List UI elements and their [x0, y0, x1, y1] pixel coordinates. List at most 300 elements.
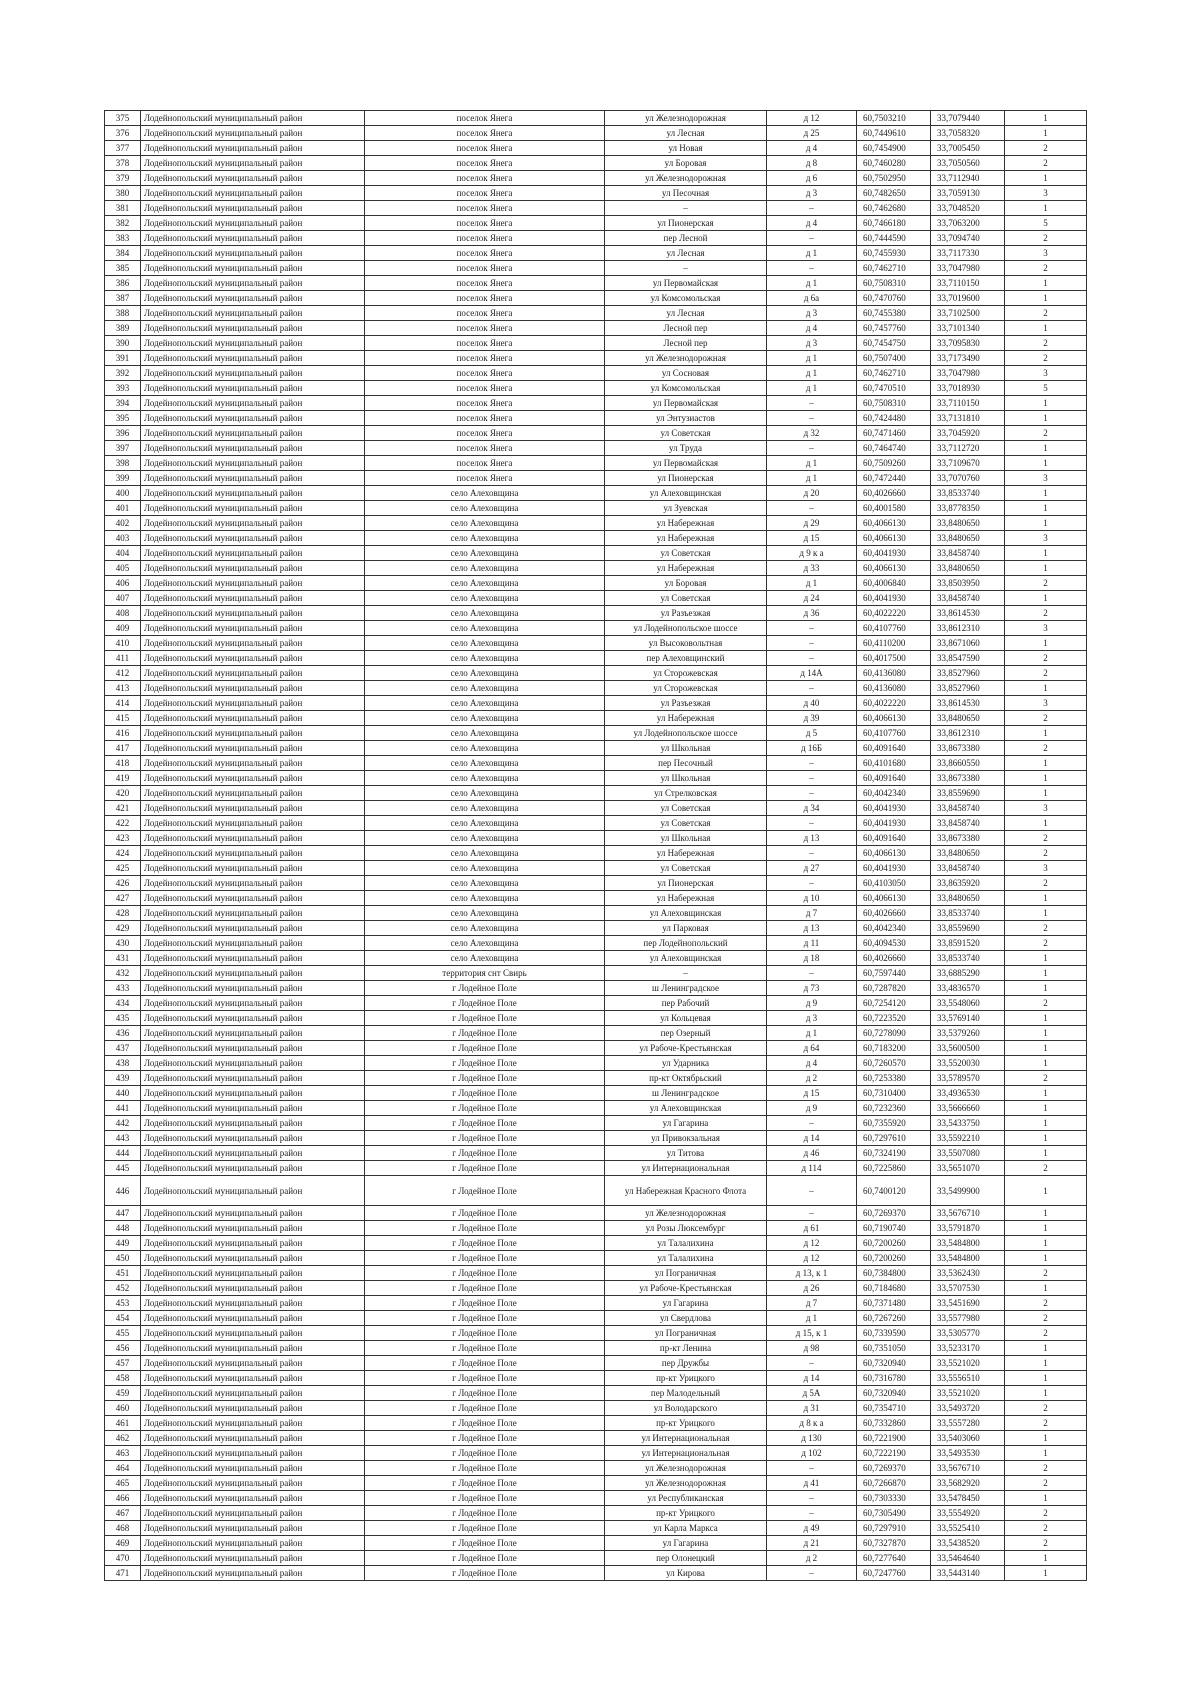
row-number: 409 — [105, 621, 141, 636]
house-cell: д 15 — [767, 531, 857, 546]
district-cell: Лодейнопольский муниципальный район — [141, 651, 365, 666]
district-cell: Лодейнопольский муниципальный район — [141, 426, 365, 441]
district-cell: Лодейнопольский муниципальный район — [141, 321, 365, 336]
count-cell: 2 — [1005, 831, 1087, 846]
row-number: 462 — [105, 1431, 141, 1446]
settlement-cell: село Алеховщина — [365, 771, 605, 786]
house-cell: д 18 — [767, 951, 857, 966]
count-cell: 2 — [1005, 141, 1087, 156]
row-number: 393 — [105, 381, 141, 396]
table-row — [105, 1431, 1087, 1446]
table-row — [105, 816, 1087, 831]
settlement-cell: г Лодейное Поле — [365, 1446, 605, 1461]
longitude-cell: 33,7109670 — [931, 456, 1005, 471]
count-cell: 1 — [1005, 906, 1087, 921]
count-cell: 2 — [1005, 1296, 1087, 1311]
settlement-cell: поселок Янега — [365, 441, 605, 456]
count-cell: 1 — [1005, 516, 1087, 531]
street-cell: пер Песочный — [605, 756, 767, 771]
settlement-cell: поселок Янега — [365, 471, 605, 486]
district-cell: Лодейнопольский муниципальный район — [141, 831, 365, 846]
count-cell: 1 — [1005, 396, 1087, 411]
row-number: 447 — [105, 1206, 141, 1221]
settlement-cell: село Алеховщина — [365, 606, 605, 621]
count-cell: 2 — [1005, 231, 1087, 246]
district-cell: Лодейнопольский муниципальный район — [141, 216, 365, 231]
longitude-cell: 33,8612310 — [931, 726, 1005, 741]
house-cell: д 46 — [767, 1146, 857, 1161]
longitude-cell: 33,8458740 — [931, 816, 1005, 831]
row-number: 459 — [105, 1386, 141, 1401]
latitude-cell: 60,7269370 — [857, 1461, 931, 1476]
house-cell: – — [767, 846, 857, 861]
row-number: 416 — [105, 726, 141, 741]
district-cell: Лодейнопольский муниципальный район — [141, 111, 365, 126]
count-cell: 1 — [1005, 771, 1087, 786]
count-cell: 1 — [1005, 726, 1087, 741]
table-row — [105, 366, 1087, 381]
latitude-cell: 60,7184680 — [857, 1281, 931, 1296]
street-cell: ул Набережная — [605, 531, 767, 546]
latitude-cell: 60,7455930 — [857, 246, 931, 261]
settlement-cell: г Лодейное Поле — [365, 1176, 605, 1206]
table-row — [105, 1341, 1087, 1356]
house-cell: д 2 — [767, 1071, 857, 1086]
house-cell: – — [767, 1506, 857, 1521]
longitude-cell: 33,5676710 — [931, 1206, 1005, 1221]
longitude-cell: 33,8660550 — [931, 756, 1005, 771]
house-cell: д 3 — [767, 186, 857, 201]
district-cell: Лодейнопольский муниципальный район — [141, 471, 365, 486]
house-cell: д 1 — [767, 246, 857, 261]
district-cell: Лодейнопольский муниципальный район — [141, 1446, 365, 1461]
longitude-cell: 33,7173490 — [931, 351, 1005, 366]
settlement-cell: г Лодейное Поле — [365, 1536, 605, 1551]
count-cell: 2 — [1005, 1521, 1087, 1536]
latitude-cell: 60,4041930 — [857, 801, 931, 816]
table-row — [105, 531, 1087, 546]
street-cell: ул Набережная — [605, 561, 767, 576]
longitude-cell: 33,5557280 — [931, 1416, 1005, 1431]
street-cell: ул Титова — [605, 1146, 767, 1161]
latitude-cell: 60,4136080 — [857, 681, 931, 696]
district-cell: Лодейнопольский муниципальный район — [141, 801, 365, 816]
street-cell: ул Железнодорожная — [605, 1476, 767, 1491]
latitude-cell: 60,4136080 — [857, 666, 931, 681]
longitude-cell: 33,8527960 — [931, 666, 1005, 681]
settlement-cell: г Лодейное Поле — [365, 981, 605, 996]
district-cell: Лодейнопольский муниципальный район — [141, 306, 365, 321]
count-cell: 1 — [1005, 1566, 1087, 1581]
street-cell: ул Новая — [605, 141, 767, 156]
settlement-cell: г Лодейное Поле — [365, 1131, 605, 1146]
longitude-cell: 33,5493720 — [931, 1401, 1005, 1416]
street-cell: ул Набережная — [605, 891, 767, 906]
count-cell: 1 — [1005, 501, 1087, 516]
table-row — [105, 261, 1087, 276]
latitude-cell: 60,7502950 — [857, 171, 931, 186]
house-cell: д 41 — [767, 1476, 857, 1491]
latitude-cell: 60,7424480 — [857, 411, 931, 426]
settlement-cell: г Лодейное Поле — [365, 1296, 605, 1311]
house-cell: д 12 — [767, 1251, 857, 1266]
house-cell: д 4 — [767, 321, 857, 336]
count-cell: 1 — [1005, 786, 1087, 801]
longitude-cell: 33,7094740 — [931, 231, 1005, 246]
street-cell: ул Рабоче-Крестьянская — [605, 1281, 767, 1296]
row-number: 445 — [105, 1161, 141, 1176]
district-cell: Лодейнопольский муниципальный район — [141, 1206, 365, 1221]
table-row — [105, 1281, 1087, 1296]
count-cell: 2 — [1005, 1506, 1087, 1521]
house-cell: д 13, к 1 — [767, 1266, 857, 1281]
longitude-cell: 33,5600500 — [931, 1041, 1005, 1056]
count-cell: 2 — [1005, 711, 1087, 726]
district-cell: Лодейнопольский муниципальный район — [141, 396, 365, 411]
row-number: 418 — [105, 756, 141, 771]
district-cell: Лодейнопольский муниципальный район — [141, 741, 365, 756]
longitude-cell: 33,6885290 — [931, 966, 1005, 981]
settlement-cell: село Алеховщина — [365, 546, 605, 561]
table-row — [105, 696, 1087, 711]
street-cell: ул Пограничная — [605, 1326, 767, 1341]
street-cell: пер Лесной — [605, 231, 767, 246]
street-cell: ул Железнодорожная — [605, 1206, 767, 1221]
count-cell: 1 — [1005, 681, 1087, 696]
count-cell: 2 — [1005, 846, 1087, 861]
street-cell: ул Советская — [605, 861, 767, 876]
latitude-cell: 60,4026660 — [857, 486, 931, 501]
count-cell: 1 — [1005, 951, 1087, 966]
row-number: 442 — [105, 1116, 141, 1131]
count-cell: 1 — [1005, 1101, 1087, 1116]
row-number: 400 — [105, 486, 141, 501]
latitude-cell: 60,7254120 — [857, 996, 931, 1011]
row-number: 427 — [105, 891, 141, 906]
table-row — [105, 1176, 1087, 1206]
district-cell: Лодейнопольский муниципальный район — [141, 201, 365, 216]
row-number: 454 — [105, 1311, 141, 1326]
longitude-cell: 33,8673380 — [931, 831, 1005, 846]
count-cell: 2 — [1005, 1311, 1087, 1326]
longitude-cell: 33,5379260 — [931, 1026, 1005, 1041]
latitude-cell: 60,7503210 — [857, 111, 931, 126]
table-row — [105, 1371, 1087, 1386]
house-cell: д 130 — [767, 1431, 857, 1446]
house-cell: д 49 — [767, 1521, 857, 1536]
row-number: 412 — [105, 666, 141, 681]
house-cell: д 14 — [767, 1371, 857, 1386]
longitude-cell: 33,8533740 — [931, 486, 1005, 501]
settlement-cell: поселок Янега — [365, 456, 605, 471]
longitude-cell: 33,7102500 — [931, 306, 1005, 321]
count-cell: 1 — [1005, 171, 1087, 186]
settlement-cell: г Лодейное Поле — [365, 1311, 605, 1326]
settlement-cell: село Алеховщина — [365, 816, 605, 831]
count-cell: 1 — [1005, 1116, 1087, 1131]
latitude-cell: 60,7278090 — [857, 1026, 931, 1041]
table-row — [105, 441, 1087, 456]
count-cell: 1 — [1005, 1446, 1087, 1461]
row-number: 449 — [105, 1236, 141, 1251]
row-number: 438 — [105, 1056, 141, 1071]
house-cell: д 24 — [767, 591, 857, 606]
district-cell: Лодейнопольский муниципальный район — [141, 1341, 365, 1356]
row-number: 381 — [105, 201, 141, 216]
house-cell: д 61 — [767, 1221, 857, 1236]
table-row — [105, 711, 1087, 726]
row-number: 455 — [105, 1326, 141, 1341]
settlement-cell: поселок Янега — [365, 366, 605, 381]
count-cell: 2 — [1005, 1536, 1087, 1551]
settlement-cell: г Лодейное Поле — [365, 1161, 605, 1176]
longitude-cell: 33,7063200 — [931, 216, 1005, 231]
street-cell: ул Железнодорожная — [605, 1461, 767, 1476]
longitude-cell: 33,5499900 — [931, 1176, 1005, 1206]
row-number: 408 — [105, 606, 141, 621]
settlement-cell: село Алеховщина — [365, 951, 605, 966]
longitude-cell: 33,8458740 — [931, 591, 1005, 606]
district-cell: Лодейнопольский муниципальный район — [141, 1176, 365, 1206]
street-cell: ул Талалихина — [605, 1236, 767, 1251]
street-cell: ул Боровая — [605, 156, 767, 171]
row-number: 422 — [105, 816, 141, 831]
longitude-cell: 33,5403060 — [931, 1431, 1005, 1446]
longitude-cell: 33,5682920 — [931, 1476, 1005, 1491]
longitude-cell: 33,5507080 — [931, 1146, 1005, 1161]
house-cell: д 15 — [767, 1086, 857, 1101]
street-cell: – — [605, 201, 767, 216]
street-cell: ул Свердлова — [605, 1311, 767, 1326]
longitude-cell: 33,7005450 — [931, 141, 1005, 156]
house-cell: – — [767, 231, 857, 246]
district-cell: Лодейнопольский муниципальный район — [141, 1101, 365, 1116]
table-row — [105, 876, 1087, 891]
count-cell: 2 — [1005, 741, 1087, 756]
count-cell: 1 — [1005, 321, 1087, 336]
table-row — [105, 411, 1087, 426]
house-cell: д 12 — [767, 1236, 857, 1251]
row-number: 394 — [105, 396, 141, 411]
house-cell: д 16Б — [767, 741, 857, 756]
latitude-cell: 60,7507400 — [857, 351, 931, 366]
district-cell: Лодейнопольский муниципальный район — [141, 1116, 365, 1131]
table-row — [105, 471, 1087, 486]
table-row — [105, 576, 1087, 591]
count-cell: 3 — [1005, 801, 1087, 816]
count-cell: 2 — [1005, 306, 1087, 321]
row-number: 437 — [105, 1041, 141, 1056]
district-cell: Лодейнопольский муниципальный район — [141, 1311, 365, 1326]
district-cell: Лодейнопольский муниципальный район — [141, 1536, 365, 1551]
settlement-cell: поселок Янега — [365, 276, 605, 291]
row-number: 430 — [105, 936, 141, 951]
district-cell: Лодейнопольский муниципальный район — [141, 1566, 365, 1581]
latitude-cell: 60,7277640 — [857, 1551, 931, 1566]
row-number: 424 — [105, 846, 141, 861]
district-cell: Лодейнопольский муниципальный район — [141, 726, 365, 741]
row-number: 417 — [105, 741, 141, 756]
count-cell: 1 — [1005, 561, 1087, 576]
table-row — [105, 501, 1087, 516]
house-cell: – — [767, 636, 857, 651]
latitude-cell: 60,7303330 — [857, 1491, 931, 1506]
house-cell: д 7 — [767, 906, 857, 921]
settlement-cell: г Лодейное Поле — [365, 1326, 605, 1341]
latitude-cell: 60,4066130 — [857, 711, 931, 726]
district-cell: Лодейнопольский муниципальный район — [141, 861, 365, 876]
table-row — [105, 1086, 1087, 1101]
row-number: 383 — [105, 231, 141, 246]
street-cell: ул Советская — [605, 546, 767, 561]
count-cell: 1 — [1005, 1086, 1087, 1101]
settlement-cell: село Алеховщина — [365, 831, 605, 846]
latitude-cell: 60,4066130 — [857, 516, 931, 531]
row-number: 471 — [105, 1566, 141, 1581]
latitude-cell: 60,7464740 — [857, 441, 931, 456]
street-cell: ул Стрелковская — [605, 786, 767, 801]
district-cell: Лодейнопольский муниципальный район — [141, 186, 365, 201]
settlement-cell: г Лодейное Поле — [365, 1416, 605, 1431]
longitude-cell: 33,7117330 — [931, 246, 1005, 261]
longitude-cell: 33,8503950 — [931, 576, 1005, 591]
latitude-cell: 60,4107760 — [857, 726, 931, 741]
count-cell: 1 — [1005, 411, 1087, 426]
settlement-cell: село Алеховщина — [365, 786, 605, 801]
row-number: 387 — [105, 291, 141, 306]
settlement-cell: поселок Янега — [365, 111, 605, 126]
count-cell: 1 — [1005, 756, 1087, 771]
house-cell: д 3 — [767, 1011, 857, 1026]
house-cell: д 11 — [767, 936, 857, 951]
table-row — [105, 381, 1087, 396]
table-row — [105, 1491, 1087, 1506]
street-cell: ул Советская — [605, 591, 767, 606]
longitude-cell: 33,5484800 — [931, 1251, 1005, 1266]
longitude-cell: 33,7045920 — [931, 426, 1005, 441]
settlement-cell: село Алеховщина — [365, 801, 605, 816]
district-cell: Лодейнопольский муниципальный район — [141, 501, 365, 516]
street-cell: ул Алеховщинская — [605, 906, 767, 921]
row-number: 423 — [105, 831, 141, 846]
table-row — [105, 786, 1087, 801]
district-cell: Лодейнопольский муниципальный район — [141, 1056, 365, 1071]
district-cell: Лодейнопольский муниципальный район — [141, 1401, 365, 1416]
street-cell: ул Гагарина — [605, 1536, 767, 1551]
table-row — [105, 111, 1087, 126]
table-row — [105, 1296, 1087, 1311]
district-cell: Лодейнопольский муниципальный район — [141, 981, 365, 996]
street-cell: ул Кольцевая — [605, 1011, 767, 1026]
house-cell: – — [767, 621, 857, 636]
house-cell: д 15, к 1 — [767, 1326, 857, 1341]
house-cell: д 64 — [767, 1041, 857, 1056]
row-number: 410 — [105, 636, 141, 651]
settlement-cell: поселок Янега — [365, 156, 605, 171]
row-number: 429 — [105, 921, 141, 936]
count-cell: 5 — [1005, 216, 1087, 231]
longitude-cell: 33,7059130 — [931, 186, 1005, 201]
street-cell: ул Первомайская — [605, 276, 767, 291]
house-cell: д 40 — [767, 696, 857, 711]
table-row — [105, 216, 1087, 231]
table-row — [105, 636, 1087, 651]
settlement-cell: село Алеховщина — [365, 636, 605, 651]
street-cell: ул Розы Люксембург — [605, 1221, 767, 1236]
count-cell: 1 — [1005, 1026, 1087, 1041]
count-cell: 2 — [1005, 606, 1087, 621]
row-number: 392 — [105, 366, 141, 381]
count-cell: 1 — [1005, 1431, 1087, 1446]
street-cell: ул Володарского — [605, 1401, 767, 1416]
house-cell: – — [767, 441, 857, 456]
table-row — [105, 186, 1087, 201]
longitude-cell: 33,5464640 — [931, 1551, 1005, 1566]
row-number: 432 — [105, 966, 141, 981]
table-row — [105, 951, 1087, 966]
table-row — [105, 921, 1087, 936]
latitude-cell: 60,7320940 — [857, 1386, 931, 1401]
settlement-cell: село Алеховщина — [365, 696, 605, 711]
settlement-cell: г Лодейное Поле — [365, 1206, 605, 1221]
street-cell: пр-кт Ленина — [605, 1341, 767, 1356]
street-cell: ул Парковая — [605, 921, 767, 936]
settlement-cell: г Лодейное Поле — [365, 1266, 605, 1281]
latitude-cell: 60,7371480 — [857, 1296, 931, 1311]
count-cell: 3 — [1005, 696, 1087, 711]
row-number: 395 — [105, 411, 141, 426]
latitude-cell: 60,4041930 — [857, 816, 931, 831]
district-cell: Лодейнопольский муниципальный район — [141, 756, 365, 771]
district-cell: Лодейнопольский муниципальный район — [141, 576, 365, 591]
table-row — [105, 1536, 1087, 1551]
street-cell: Лесной пер — [605, 321, 767, 336]
table-row — [105, 1131, 1087, 1146]
settlement-cell: г Лодейное Поле — [365, 996, 605, 1011]
row-number: 415 — [105, 711, 141, 726]
district-cell: Лодейнопольский муниципальный район — [141, 996, 365, 1011]
street-cell: ул Кирова — [605, 1566, 767, 1581]
row-number: 420 — [105, 786, 141, 801]
table-row — [105, 1311, 1087, 1326]
settlement-cell: поселок Янега — [365, 141, 605, 156]
latitude-cell: 60,7400120 — [857, 1176, 931, 1206]
district-cell: Лодейнопольский муниципальный район — [141, 891, 365, 906]
count-cell: 3 — [1005, 471, 1087, 486]
house-cell: – — [767, 651, 857, 666]
street-cell: ул Пионерская — [605, 216, 767, 231]
latitude-cell: 60,7332860 — [857, 1416, 931, 1431]
settlement-cell: г Лодейное Поле — [365, 1476, 605, 1491]
table-row — [105, 936, 1087, 951]
table-row — [105, 1071, 1087, 1086]
district-cell: Лодейнопольский муниципальный район — [141, 1416, 365, 1431]
street-cell: ул Зуевская — [605, 501, 767, 516]
house-cell: д 98 — [767, 1341, 857, 1356]
row-number: 443 — [105, 1131, 141, 1146]
count-cell: 1 — [1005, 291, 1087, 306]
settlement-cell: поселок Янега — [365, 306, 605, 321]
latitude-cell: 60,7316780 — [857, 1371, 931, 1386]
district-cell: Лодейнопольский муниципальный район — [141, 951, 365, 966]
latitude-cell: 60,7320940 — [857, 1356, 931, 1371]
street-cell: ул Школьная — [605, 741, 767, 756]
count-cell: 3 — [1005, 246, 1087, 261]
street-cell: пер Малодельный — [605, 1386, 767, 1401]
table-row — [105, 546, 1087, 561]
count-cell: 1 — [1005, 1551, 1087, 1566]
row-number: 464 — [105, 1461, 141, 1476]
